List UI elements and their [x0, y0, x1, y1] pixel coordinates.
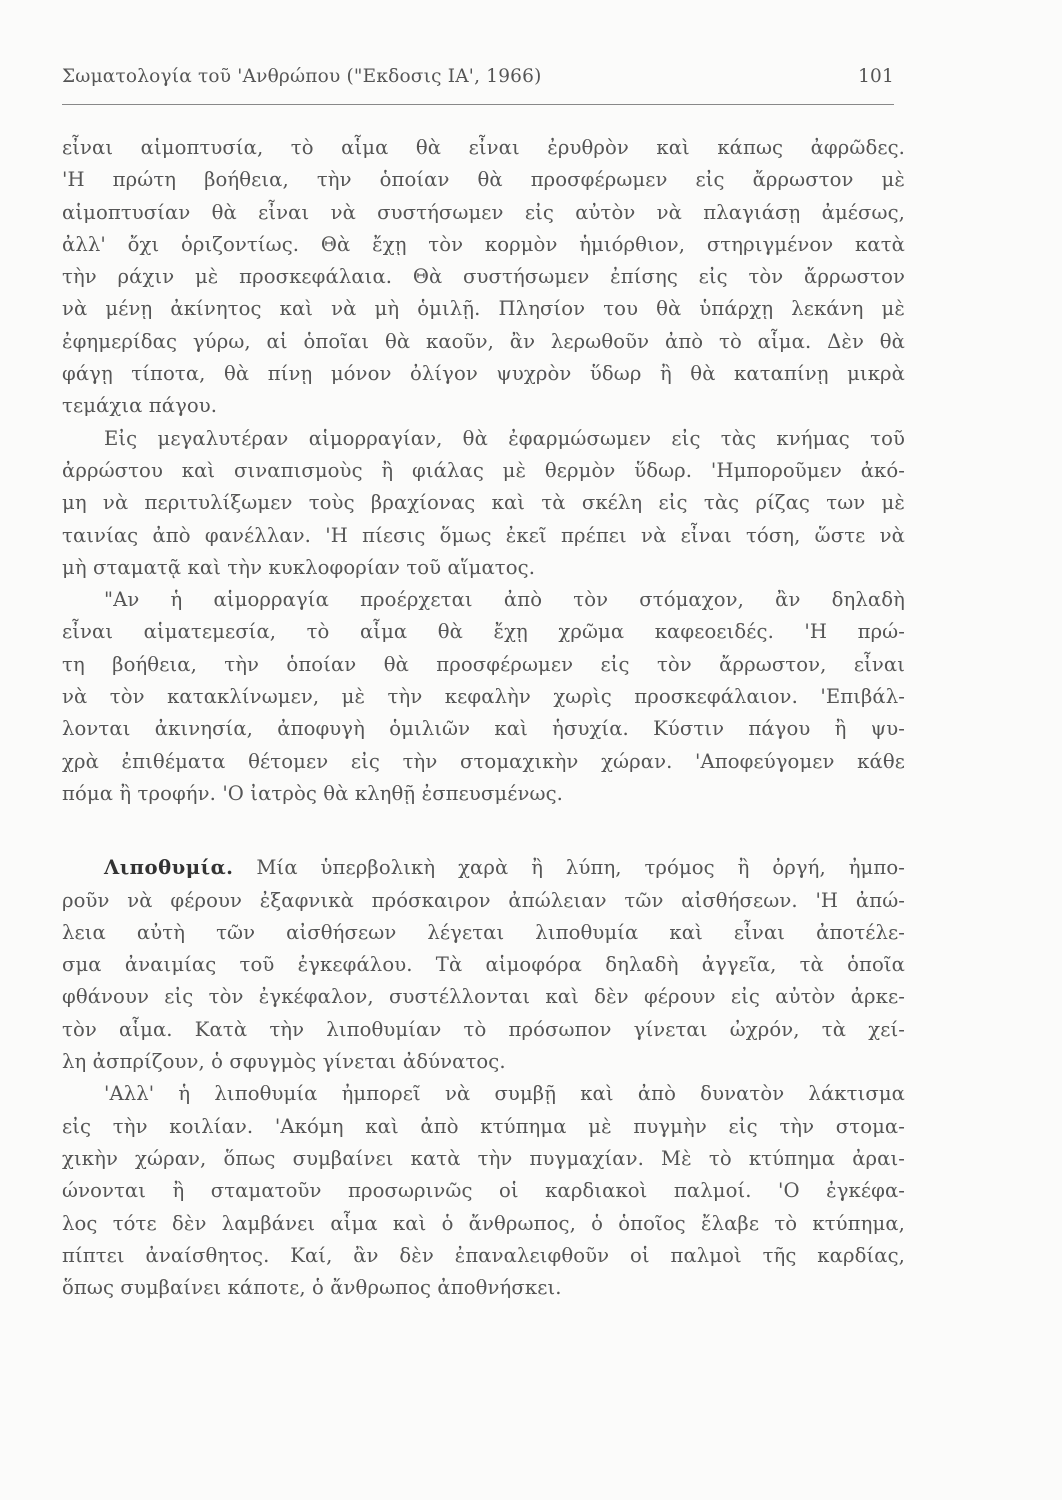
section-fainting [62, 852, 905, 1078]
section-gap [62, 810, 905, 852]
text-line: "Αν ἡ αἱμορραγία προέρχεται ἀπὸ τὸν στόμαχον, ἂν δηλαδὴ [104, 588, 905, 612]
text-line: τὸν αἷμα. Κατὰ τὴν λιποθυμίαν τὸ πρόσωπον γίνεται ὠχρόν, τὰ χεί- [62, 1017, 905, 1041]
paragraph-larger-hemorrhage [62, 423, 905, 584]
text-line: 'Η πρώτη βοήθεια, τὴν ὁποίαν θὰ προσφέρωμεν εἰς ἄρρωστον μὲ [62, 168, 905, 192]
text-line: ώνονται ἢ σταματοῦν προσωρινῶς οἱ καρδιακοὶ παλμοί. 'Ο ἐγκέφα- [62, 1179, 905, 1203]
text-line: τη βοήθεια, τὴν ὁποίαν θὰ προσφέρωμεν εἰς τὸν ἄρρωστον, εἶναι [62, 652, 905, 676]
running-header [62, 66, 894, 105]
text-line: ὅπως συμβαίνει κάποτε, ὁ ἄνθρωπος ἀποθνήσκει. [62, 1276, 562, 1300]
page-number: 101 [858, 66, 894, 87]
text-line: τὴν ράχιν μὲ προσκεφάλαια. Θὰ συστήσωμεν ἐπίσης εἰς τὸν ἄρρωστον [62, 265, 905, 289]
text-line: εἶναι αἱμοπτυσία, τὸ αἷμα θὰ εἶναι ἐρυθρὸν καὶ κάπως ἀφρῶδες. [62, 136, 905, 159]
text-line: ταινίας ἀπὸ φανέλλαν. 'Η πίεσις ὅμως ἐκεῖ πρέπει νὰ εἶναι τόση, ὥστε νὰ [62, 523, 905, 547]
text-line-with-heading [62, 852, 905, 884]
paragraph-hematemesis [62, 584, 905, 810]
section-heading: Λιποθυμία. [104, 856, 234, 880]
text-line: ροῦν νὰ φέρουν ἐξαφνικὰ πρόσκαιρον ἀπώλειαν τῶν αἰσθήσεων. 'Η ἀπώ- [62, 888, 905, 912]
text-line: λεια αὐτὴ τῶν αἰσθήσεων λέγεται λιποθυμία καὶ εἶναι ἀποτέλε- [62, 920, 905, 944]
text-line: λη ἀσπρίζουν, ὁ σφυγμὸς γίνεται ἀδύνατος. [62, 1050, 506, 1074]
text-line: Μία ὑπερβολικὴ χαρὰ ἢ λύπη, τρόμος ἢ ὀργή, ἠμπο- [256, 856, 905, 880]
text-line: εἶναι αἱματεμεσία, τὸ αἷμα θὰ ἔχῃ χρῶμα καφεοειδές. 'Η πρώ- [62, 620, 905, 644]
text-line: Εἰς μεγαλυτέραν αἱμορραγίαν, θὰ ἐφαρμώσωμεν εἰς τὰς κνήμας τοῦ [104, 426, 905, 450]
text-line: πόμα ἢ τροφήν. 'Ο ἰατρὸς θὰ κληθῇ ἐσπευσμένως. [62, 781, 563, 805]
text-line: ἀρρώστου καὶ σιναπισμοὺς ἢ φιάλας μὲ θερμὸν ὕδωρ. 'Ημποροῦμεν ἀκό- [62, 458, 905, 482]
text-line: μὴ σταματᾷ καὶ τὴν κυκλοφορίαν τοῦ αἵματος. [62, 555, 536, 579]
paragraph-hemoptysis [62, 132, 905, 423]
text-line: εἰς τὴν κοιλίαν. 'Ακόμη καὶ ἀπὸ κτύπημα μὲ πυγμὴν εἰς τὴν στομα- [62, 1114, 905, 1138]
text-line: 'Αλλ' ἡ λιποθυμία ἠμπορεῖ νὰ συμβῇ καὶ ἀπὸ δυνατὸν λάκτισμα [104, 1082, 905, 1106]
text-line: ἐφημερίδας γύρω, αἱ ὁποῖαι θὰ καοῦν, ἂν λερωθοῦν ἀπὸ τὸ αἷμα. Δὲν θὰ [62, 329, 905, 353]
text-line: χικὴν χώραν, ὅπως συμβαίνει κατὰ τὴν πυγμαχίαν. Μὲ τὸ κτύπημα ἀραι- [62, 1146, 905, 1170]
text-line: χρὰ ἐπιθέματα θέτομεν εἰς τὴν στομαχικὴν χώραν. 'Αποφεύγομεν κάθε [62, 749, 905, 773]
text-line: φάγῃ τίποτα, θὰ πίνῃ μόνον ὀλίγον ψυχρὸν ὕδωρ ἢ θὰ καταπίνῃ μικρὰ [62, 362, 905, 386]
text-line: σμα ἀναιμίας τοῦ ἐγκεφάλου. Τὰ αἱμοφόρα δηλαδὴ ἀγγεῖα, τὰ ὁποῖα [62, 953, 905, 977]
text-line: τεμάχια πάγου. [62, 394, 218, 418]
page-body [62, 132, 905, 1304]
text-line: φθάνουν εἰς τὸν ἐγκέφαλον, συστέλλονται καὶ δὲν φέρουν εἰς αὐτὸν ἀρκε- [62, 985, 905, 1009]
text-line: ἀλλ' ὄχι ὁριζοντίως. Θὰ ἔχῃ τὸν κορμὸν ἡμιόρθιον, στηριγμένον κατὰ [62, 232, 905, 256]
text-line: αἱμοπτυσίαν θὰ εἶναι νὰ συστήσωμεν εἰς αὐτὸν νὰ πλαγιάσῃ ἀμέσως, [62, 200, 905, 224]
text-line: νὰ τὸν κατακλίνωμεν, μὲ τὴν κεφαλὴν χωρὶς προσκεφάλαιον. 'Επιβάλ- [62, 685, 905, 709]
text-line: νὰ μένῃ ἀκίνητος καὶ νὰ μὴ ὁμιλῇ. Πλησίον του θὰ ὑπάρχῃ λεκάνη μὲ [62, 297, 905, 321]
running-title: Σωματολογία τοῦ 'Ανθρώπου ("Εκδοσις ΙΑ', 1966) [62, 66, 542, 87]
text-line: λος τότε δὲν λαμβάνει αἷμα καὶ ὁ ἄνθρωπος, ὁ ὁποῖος ἔλαβε τὸ κτύπημα, [62, 1211, 905, 1235]
paragraph-fainting-blow [62, 1078, 905, 1304]
text-line: πίπτει ἀναίσθητος. Καί, ἂν δὲν ἐπαναλειφθοῦν οἱ παλμοὶ τῆς καρδίας, [62, 1243, 905, 1267]
text-line: μη νὰ περιτυλίξωμεν τοὺς βραχίονας καὶ τὰ σκέλη εἰς τὰς ρίζας των μὲ [62, 491, 905, 515]
text-line: λονται ἀκινησία, ἀποφυγὴ ὁμιλιῶν καὶ ἡσυχία. Κύστιν πάγου ἢ ψυ- [62, 717, 905, 741]
